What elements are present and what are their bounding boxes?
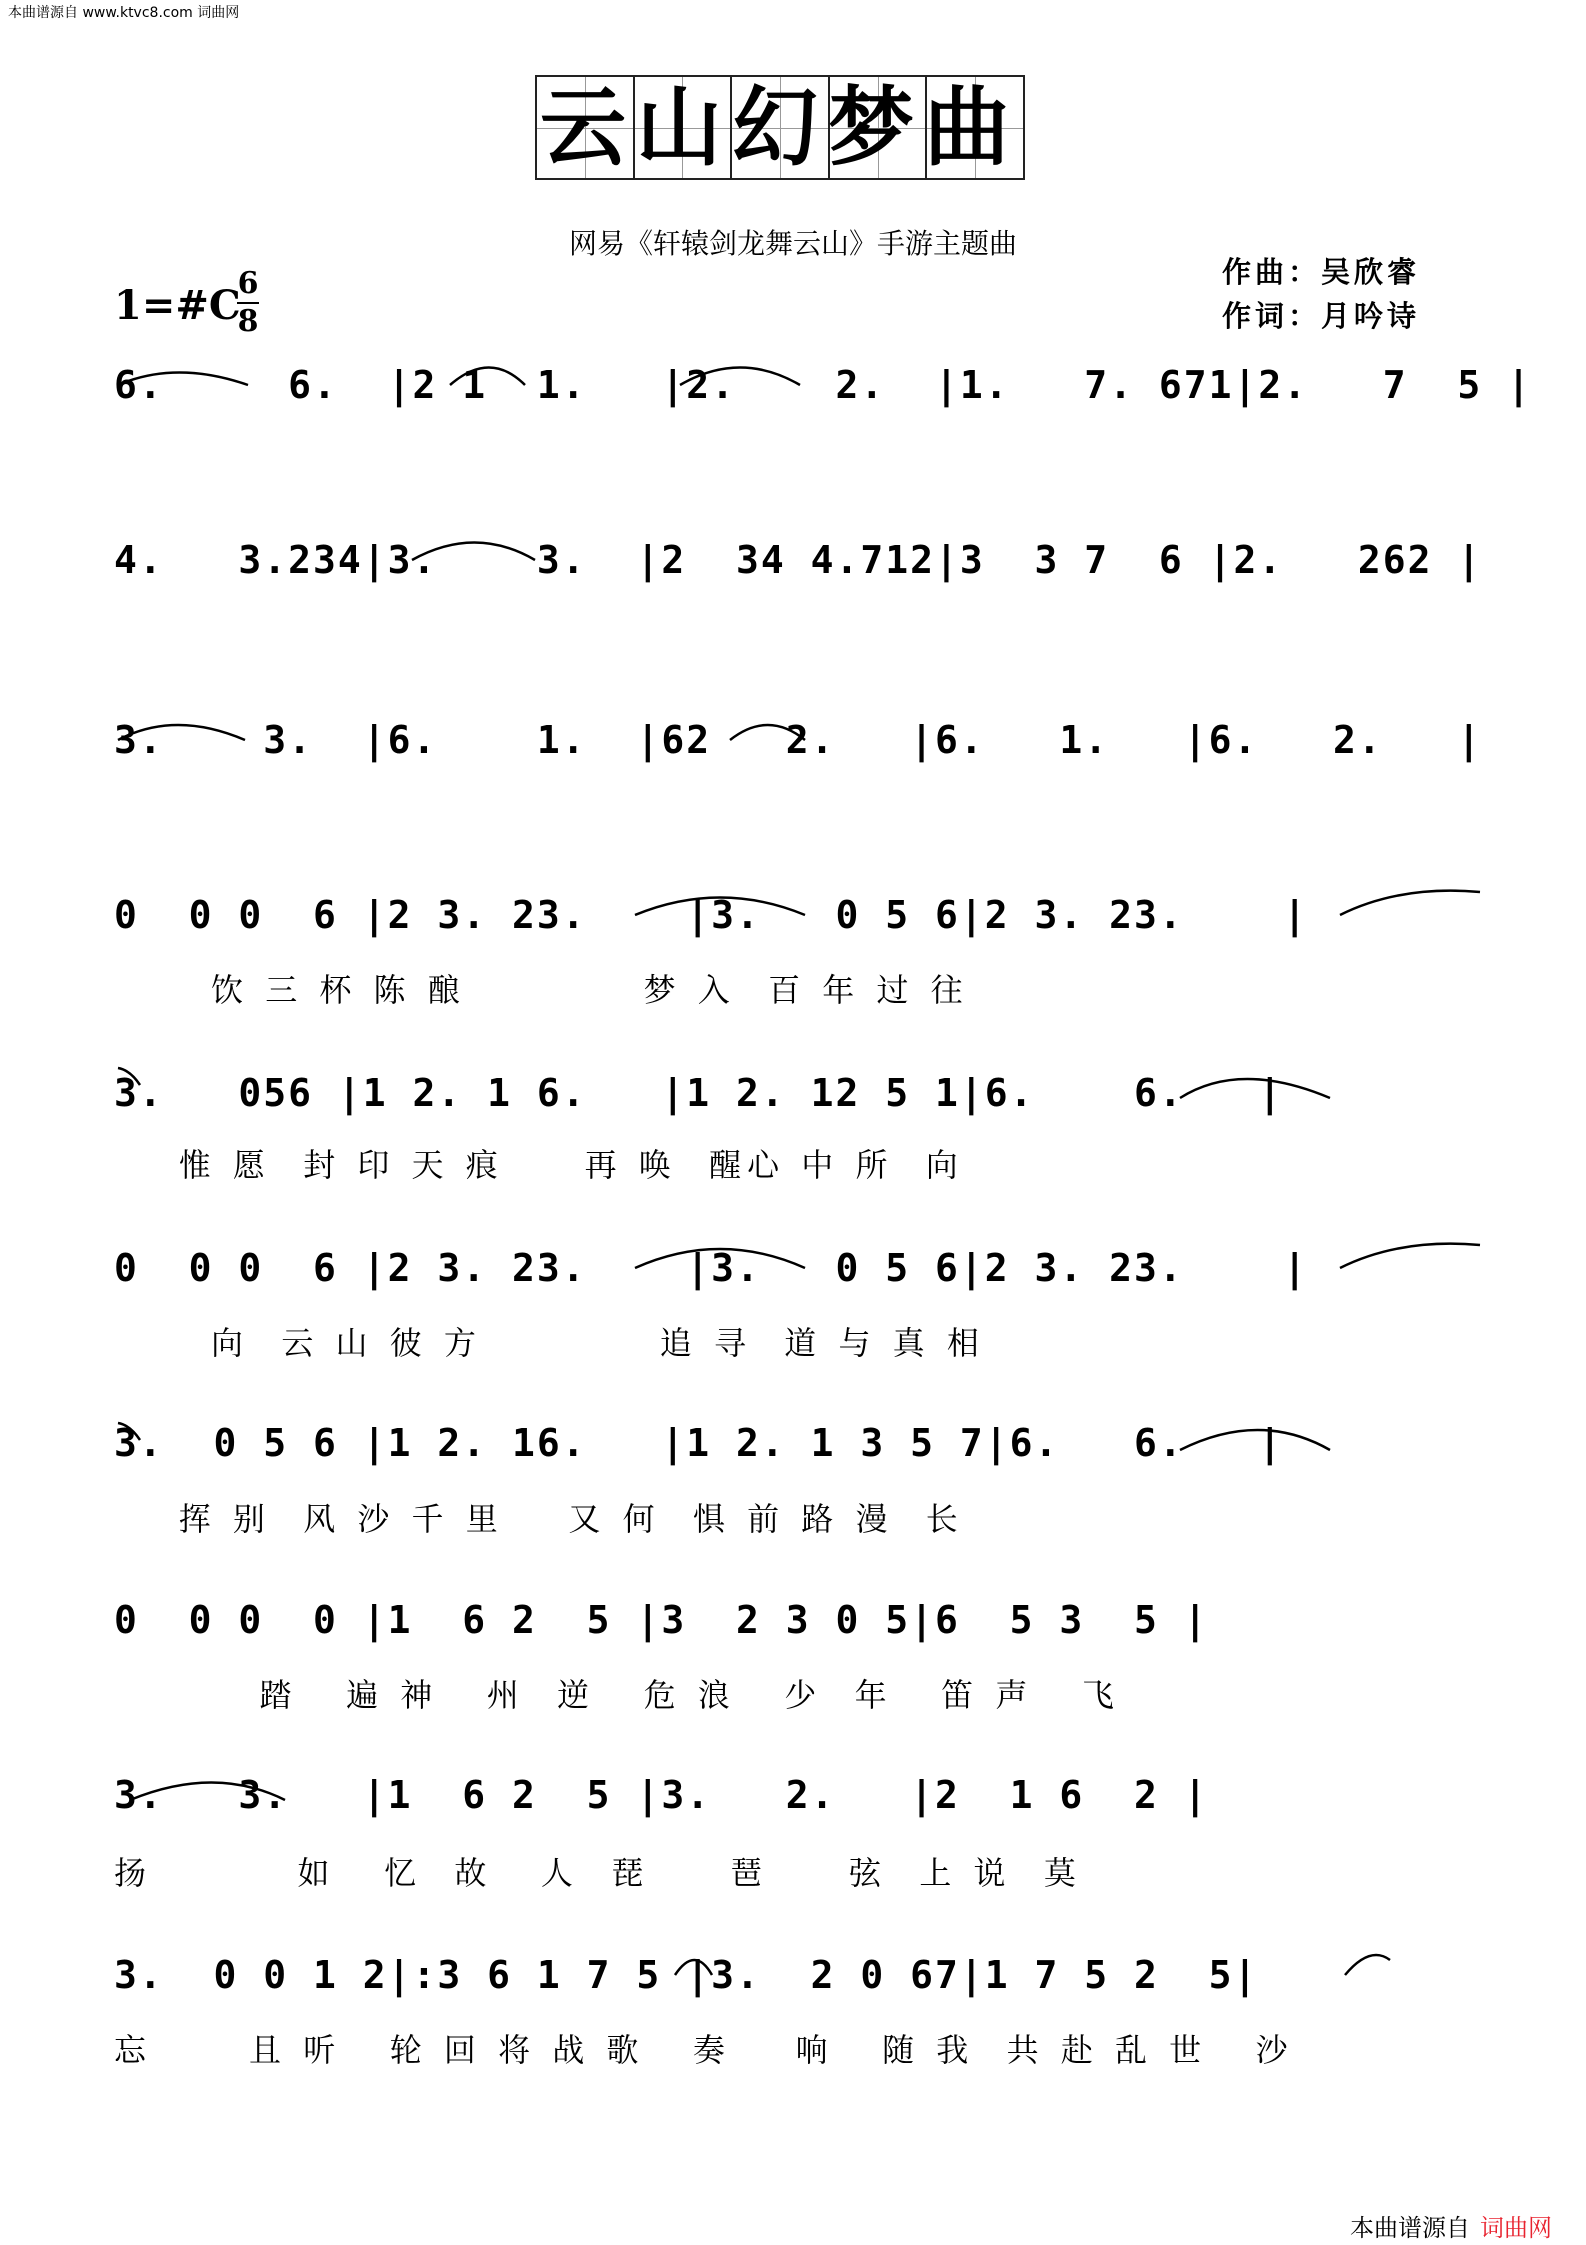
notation-line: 0 0 0 6 |2 3. 23. |3. 0 5 6|2 3. 23. | (114, 1246, 1309, 1290)
notation-line: 3. 0 0 1 2|:3 6 1 7 5 |3. 2 0 67|1 7 5 2 5| (114, 1953, 1259, 1997)
lyrics-line: 忘 且 听 轮 回 将 战 歌 奏 响 随 我 共 赴 乱 世 沙 (114, 2031, 1294, 2069)
slur (675, 1960, 712, 1975)
slur (1340, 891, 1480, 915)
lyrics-line: 向 云 山 彼 方 追 寻 道 与 真 相 (114, 1324, 985, 1362)
song-title: 云山幻梦曲 (540, 77, 1020, 178)
watermark-bottom-source: 本曲谱源自 (1350, 2214, 1470, 2242)
slur (635, 898, 805, 916)
lyrics-line: 踏 遍 神 州 逆 危 浪 少 年 笛 声 飞 (114, 1676, 1120, 1714)
lyrics-line: 饮 三 杯 陈 酿 梦 入 百 年 过 往 (114, 971, 969, 1009)
slur (450, 368, 525, 386)
slur (1345, 1955, 1390, 1975)
slur (730, 725, 805, 740)
notation-line: 3. 056 |1 2. 1 6. |1 2. 12 5 1|6. 6. | (114, 1071, 1284, 1115)
slur (118, 373, 248, 386)
slur (118, 1423, 140, 1440)
notation-line: 6. 6. |2 1 1. |2. 2. |1. 7. 671|2. 7 5 | (114, 363, 1533, 407)
watermark-bottom (1350, 2208, 1552, 2243)
notation-line: 0 0 0 0 |1 6 2 5 |3 2 3 0 5|6 5 3 5 | (114, 1598, 1209, 1642)
slur (635, 1249, 805, 1268)
lyrics-line: 挥 别 风 沙 千 里 又 何 惧 前 路 漫 长 (114, 1500, 964, 1538)
lyrics-line: 扬 如 忆 故 人 琵 琶 弦 上 说 莫 (114, 1854, 1082, 1892)
notation-line: 0 0 0 6 |2 3. 23. |3. 0 5 6|2 3. 23. | (114, 893, 1309, 937)
slur (680, 368, 800, 386)
lyrics-line: 惟 愿 封 印 天 痕 再 唤 醒心 中 所 向 (114, 1146, 964, 1184)
watermark-bottom-site: 词曲网 (1480, 2214, 1552, 2242)
slur (130, 1783, 285, 1801)
slur (118, 725, 245, 740)
lyricist-credit: 作词：月吟诗 (1222, 299, 1421, 333)
song-subtitle: 网易《轩辕剑龙舞云山》手游主题曲 (568, 227, 1017, 260)
notation-line: 3. 3. |1 6 2 5 |3. 2. |2 1 6 2 | (114, 1773, 1209, 1817)
time-signature-bottom: 8 (237, 304, 259, 339)
slur (118, 1068, 140, 1085)
slur (412, 543, 535, 561)
slur (1340, 1244, 1480, 1268)
notation-line: 3. 0 5 6 |1 2. 16. |1 2. 1 3 5 7|6. 6. | (114, 1421, 1284, 1465)
slur (1180, 1079, 1330, 1098)
composer-credit: 作曲：吴欣睿 (1222, 255, 1421, 289)
watermark-top: 本曲谱源自 www.ktvc8.com 词曲网 (8, 5, 240, 21)
time-signature-top: 6 (237, 266, 259, 301)
notation-line: 3. 3. |6. 1. |62 2. |6. 1. |6. 2. | (114, 718, 1483, 762)
key-signature: 1=#C (114, 282, 241, 329)
slur (1180, 1430, 1330, 1450)
notation-line: 4. 3.234|3. 3. |2 34 4.712|3 3 7 6 |2. 262 | (114, 538, 1483, 582)
